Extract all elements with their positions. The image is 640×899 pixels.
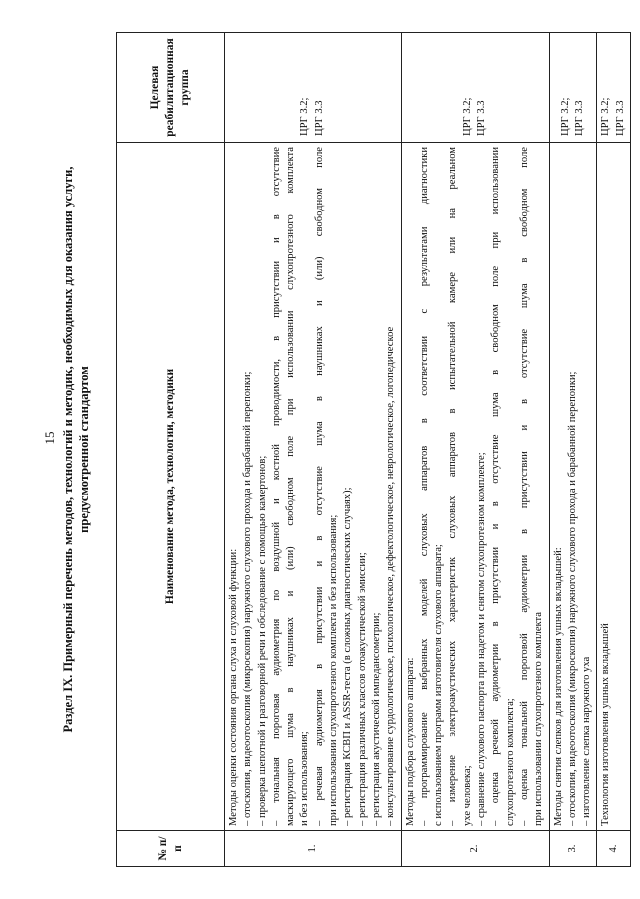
methods-table <box>116 32 631 867</box>
row-methods <box>597 143 631 831</box>
section-title-line-2: предусмотренной стандартом <box>77 366 91 533</box>
method-line: ухе человека; <box>461 765 473 826</box>
table-header-row <box>117 33 225 867</box>
group-line: ЦРГ 3.2; <box>559 97 571 136</box>
group-line: ЦРГ 3.3 <box>614 100 626 136</box>
method-line: – отоскопия, видеоотоскопия (микроскопия) наружного слухового прохода и барабанной перепонки; <box>566 371 578 826</box>
method-line: – сравнение слухового паспорта при надетом и снятом слухопротезном комплекте; <box>476 452 488 826</box>
method-line: Методы снятия слепков для изготовления ушных вкладышей: <box>552 547 564 826</box>
method-line: – тональная пороговая аудиометрия по воздушной и костной проводимости, в присутствии и в отсутствие <box>270 147 282 826</box>
row-methods <box>225 143 402 831</box>
rotated-page <box>60 32 626 867</box>
method-line: – проверка шепотной и разговорной речи и обследование с помощью камертонов; <box>256 455 268 826</box>
method-line: Методы подбора слухового аппарата: <box>404 657 416 826</box>
method-line: Технология изготовления ушных вкладышей <box>600 623 612 826</box>
row-group <box>225 33 402 143</box>
table-row <box>597 33 631 867</box>
section-title-line-1: Раздел IX. Примерный перечень методов, технологий и методик, необходимых для оказания услуги, <box>61 166 75 733</box>
method-line: – регистрация КСВП и ASSR-теста (в сложных диагностических случаях); <box>342 487 354 826</box>
method-line: при использовании слухопротезного комплекта и без использования; <box>328 514 340 826</box>
group-line: ЦРГ 3.2; <box>600 97 612 136</box>
method-line: – изготовление слепка наружного уха <box>581 656 593 826</box>
header-group: Целевая реабилитационная группа <box>117 33 225 143</box>
method-line: – измерение электроакустических характеристик слуховых аппаратов в испытательной камере или на реальном <box>447 147 459 826</box>
section-title <box>60 32 112 867</box>
row-number: 4. <box>597 831 631 867</box>
method-line: – отоскопия, видеоотоскопия (микроскопия) наружного слухового прохода и барабанной перепонки; <box>242 371 254 826</box>
table-row <box>225 33 402 867</box>
row-group <box>401 33 549 143</box>
header-num: № п/п <box>117 831 225 867</box>
group-line: ЦРГ 3.2; <box>299 97 311 136</box>
method-line: – регистрация различных классов отоакустической эмиссии; <box>356 552 368 826</box>
row-methods <box>549 143 597 831</box>
row-methods <box>401 143 549 831</box>
header-methods: Наименование метода, технологии, методики <box>117 143 225 831</box>
table-row <box>549 33 597 867</box>
method-line: при использовании слухопротезного комплекта <box>533 611 545 826</box>
page-number: 15 <box>42 431 57 445</box>
group-line: ЦРГ 3.3 <box>476 100 488 136</box>
row-number: 3. <box>549 831 597 867</box>
method-line: – речевая аудиометрия в присутствии и в отсутствие шума в наушниках и (или) свободном поле <box>313 147 325 826</box>
method-line: и без использования; <box>299 731 311 826</box>
method-line: слухопротезного комплекта; <box>504 698 516 826</box>
method-line: с использованием программ изготовителя слухового аппарата; <box>433 544 445 826</box>
group-line: ЦРГ 3.3 <box>573 100 585 136</box>
row-group <box>549 33 597 143</box>
group-line: ЦРГ 3.2; <box>461 97 473 136</box>
group-line: ЦРГ 3.3 <box>313 100 325 136</box>
method-line: – программирование выбранных моделей слуховых аппаратов в соответствии с результатами диагностики <box>418 147 430 826</box>
method-line: – регистрация акустической импедансометрии; <box>370 612 382 826</box>
method-line: – консультирование сурдологическое, психологическое, дефектологическое, неврологическое, логопедическое <box>385 326 397 826</box>
method-line: Методы оценки состояния органа слуха и слуховой функции: <box>228 548 239 826</box>
row-group <box>597 33 631 143</box>
method-line: – оценка речевой аудиометрии в присутствии и в отсутствие шума в свободном поле при использовании <box>490 147 502 826</box>
method-line: – оценка тональной пороговой аудиометрии в присутствии и в отсутствие шума в свободном поле <box>518 147 530 826</box>
method-line: маскирующего шума в наушниках и (или) свободном поле при использовании слухопротезного комплекта <box>285 147 297 826</box>
row-number: 2. <box>401 831 549 867</box>
table-row <box>401 33 549 867</box>
row-number: 1. <box>225 831 402 867</box>
